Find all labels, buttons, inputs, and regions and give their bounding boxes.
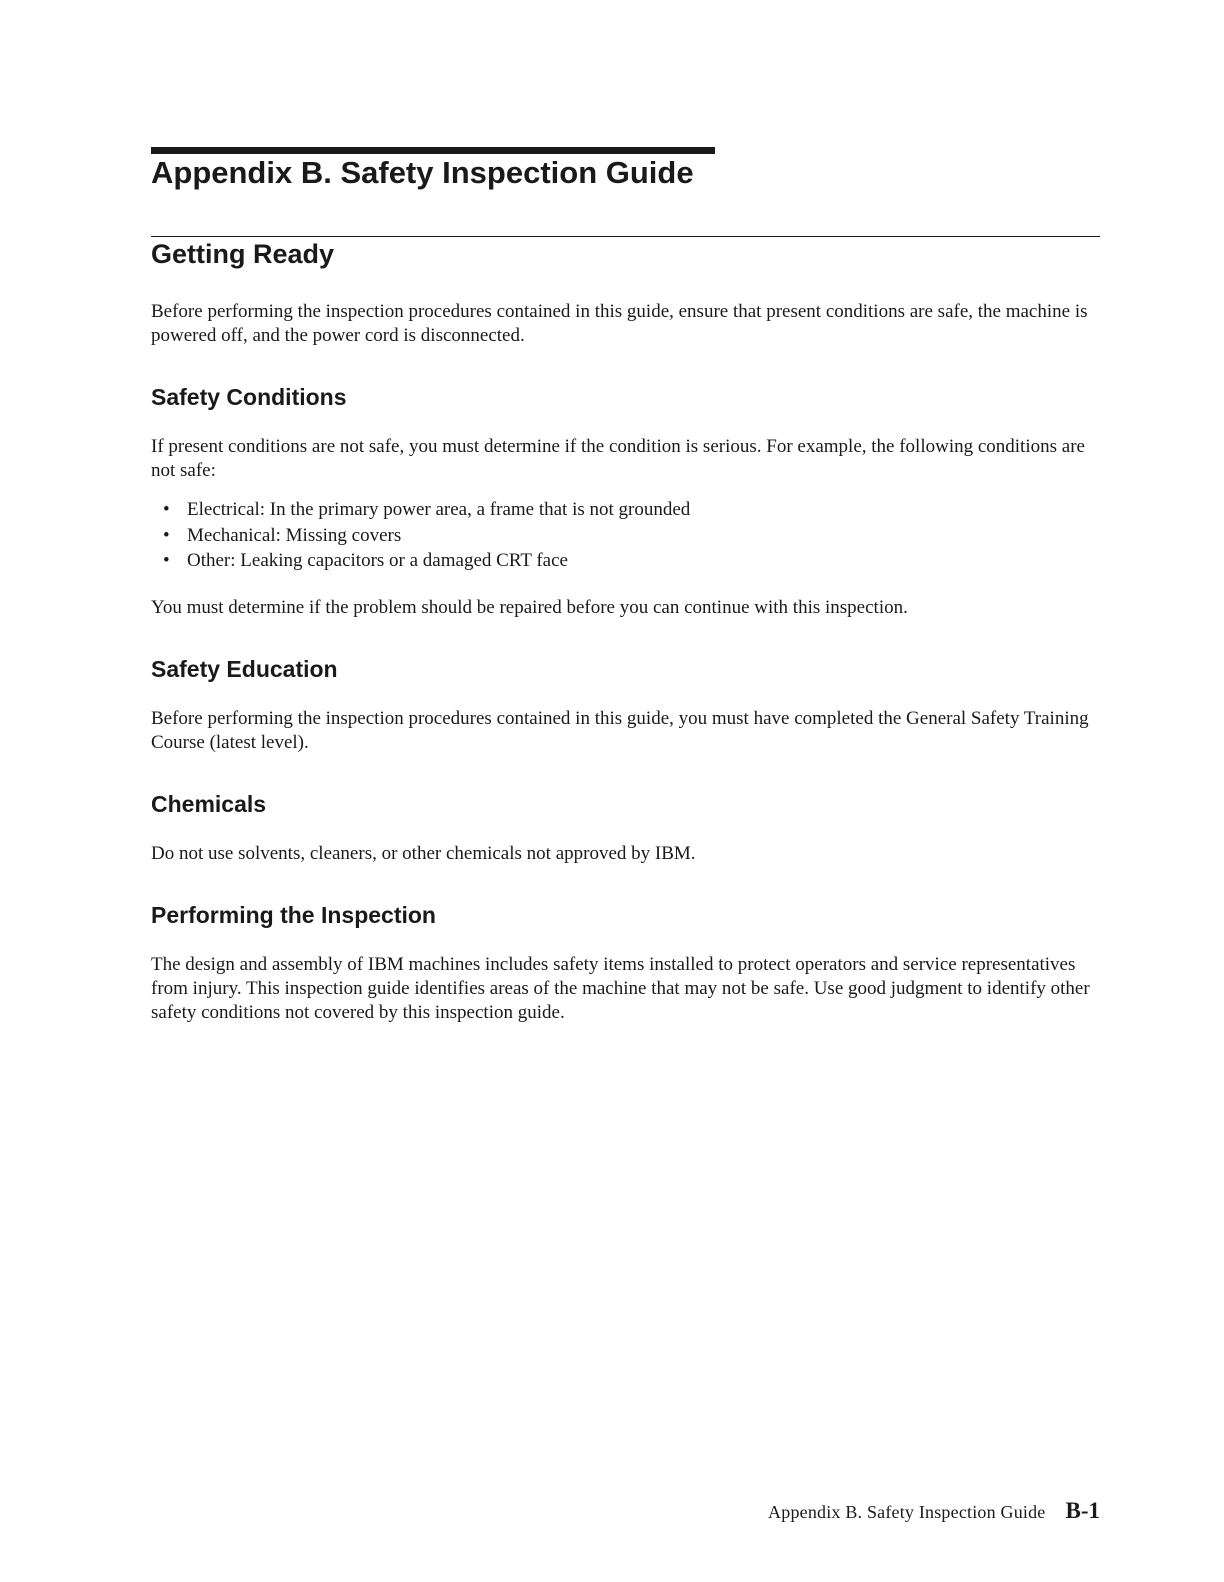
getting-ready-paragraph: Before performing the inspection procedures contained in this guide, ensure that present conditions are safe, the machine is powered off, and the power cord is disconnected. (151, 301, 1088, 346)
subsection-title-safety-conditions: Safety Conditions (151, 384, 347, 410)
list-item-text: Other: Leaking capacitors or a damaged CRT face (187, 550, 568, 571)
bullet-icon: • (163, 499, 170, 520)
bullet-icon: • (163, 524, 170, 546)
chapter-title: Appendix B. Safety Inspection Guide (151, 155, 694, 190)
subsection-title-performing-inspection: Performing the Inspection (151, 902, 436, 928)
safety-conditions-intro: If present conditions are not safe, you must determine if the condition is serious. For example, the following conditions are not safe: (151, 436, 1085, 481)
list-item-text: Electrical: In the primary power area, a frame that is not grounded (187, 499, 691, 520)
chemicals-paragraph: Do not use solvents, cleaners, or other chemicals not approved by IBM. (151, 843, 696, 864)
list-item-text: Mechanical: Missing covers (187, 524, 402, 546)
list-item (151, 548, 690, 574)
subsection-title-safety-education: Safety Education (151, 656, 338, 682)
unsafe-conditions-list (151, 497, 690, 574)
footer-running-title: Appendix B. Safety Inspection Guide (768, 1502, 1046, 1522)
safety-conditions-outro: You must determine if the problem should be repaired before you can continue with this inspection. (151, 597, 908, 618)
list-item (151, 497, 690, 523)
list-item (151, 523, 690, 549)
page-number: B-1 (1065, 1498, 1100, 1523)
section-title-getting-ready: Getting Ready (151, 239, 335, 269)
page-footer (768, 1498, 1100, 1524)
safety-education-paragraph: Before performing the inspection procedures contained in this guide, you must have completed the General Safety Training Course (latest level). (151, 708, 1089, 753)
subsection-title-chemicals: Chemicals (151, 791, 267, 817)
performing-inspection-paragraph: The design and assembly of IBM machines includes safety items installed to protect operators and service representatives from injury. This inspection guide identifies areas of the machine that may not be safe. Use good judgment to identify other safety conditions not covered by this inspection guide. (151, 954, 1090, 1023)
bullet-icon: • (163, 550, 170, 571)
